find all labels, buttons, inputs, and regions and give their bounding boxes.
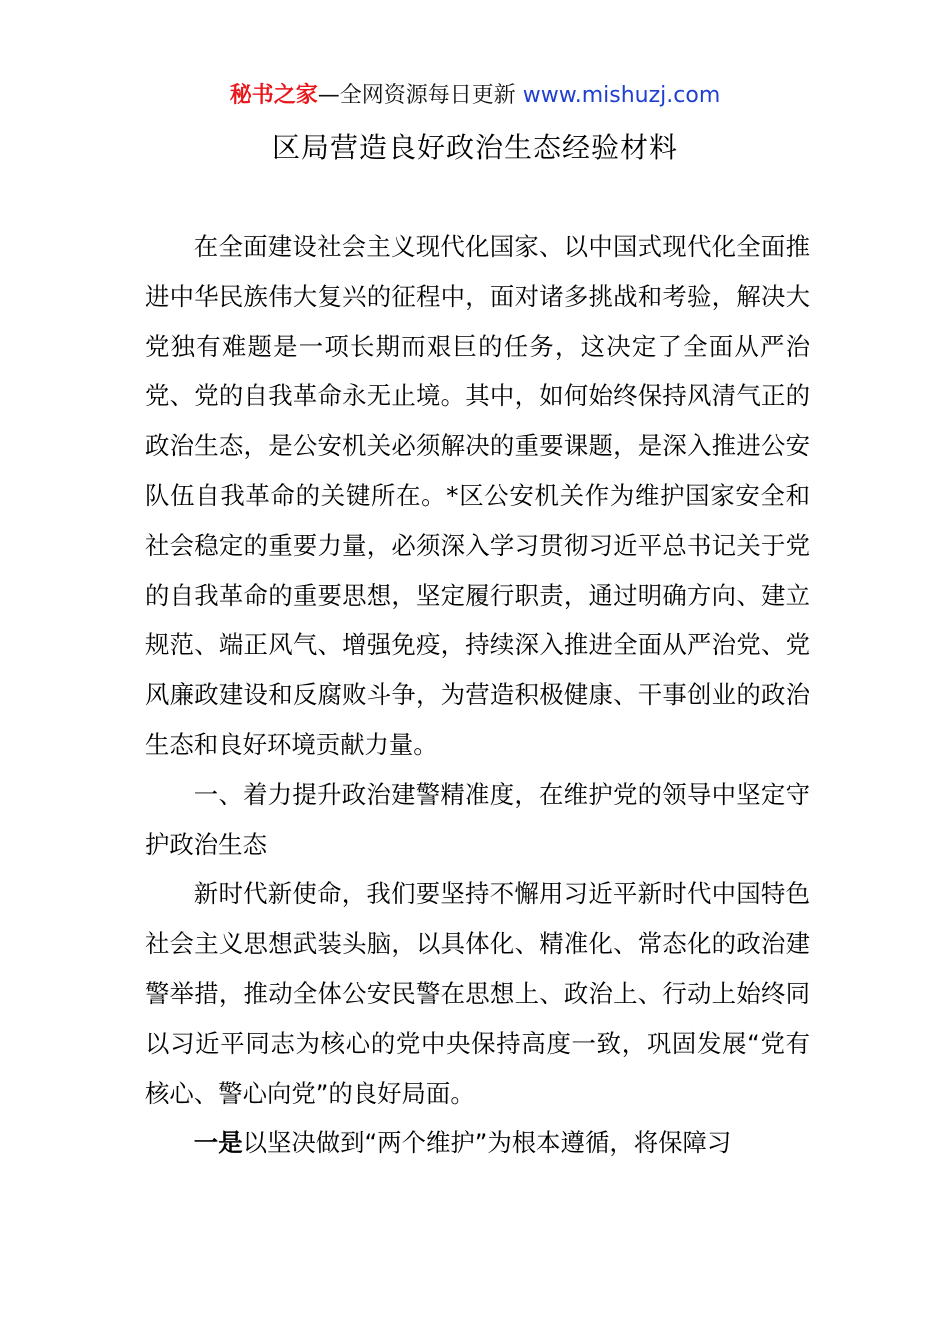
intro-paragraph: 在全面建设社会主义现代化国家、以中国式现代化全面推进中华民族伟大复兴的征程中，面对诸多挑战和考验，解决大党独有难题是一项长期而艰巨的任务，这决定了全面从严治党、党的自我革命永无止境。其中，如何始终保持风清气正的政治生态，是公安机关必须解决的重要课题，是深入推进公安队伍自我革命的关键所在。*区公安机关作为维护国家安全和社会稳定的重要力量，必须深入学习贯彻习近平总书记关于党的自我革命的重要思想，坚定履行职责，通过明确方向、建立规范、端正风气、增强免疫，持续深入推进全面从严治党、党风廉政建设和反腐败斗争，为营造积极健康、干事创业的政治生态和良好环境贡献力量。 <box>145 232 810 759</box>
site-tagline: —全网资源每日更新 <box>317 83 516 108</box>
point-1-paragraph <box>145 1118 810 1168</box>
point-1-lead: 一是 <box>193 1128 243 1158</box>
document-body <box>145 222 810 1168</box>
section-1-paragraph: 新时代新使命，我们要坚持不懈用习近平新时代中国特色社会主义思想武装头脑，以具体化、精准化、常态化的政治建警举措，推动全体公安民警在思想上、政治上、行动上始终同以习近平同志为核心的党中央保持高度一致，巩固发展“党有核心、警心向党”的良好局面。 <box>145 879 810 1108</box>
site-header <box>0 80 950 112</box>
site-brand: 秘书之家 <box>229 83 318 108</box>
point-1-text: 以坚决做到“两个维护”为根本遵循，将保障习 <box>242 1128 732 1158</box>
section-1-heading: 一、着力提升政治建警精准度，在维护党的领导中坚定守护政治生态 <box>145 779 810 859</box>
site-url-link[interactable]: www.mishuzj.com <box>522 83 721 108</box>
document-title: 区局营造良好政治生态经验材料 <box>271 131 678 164</box>
